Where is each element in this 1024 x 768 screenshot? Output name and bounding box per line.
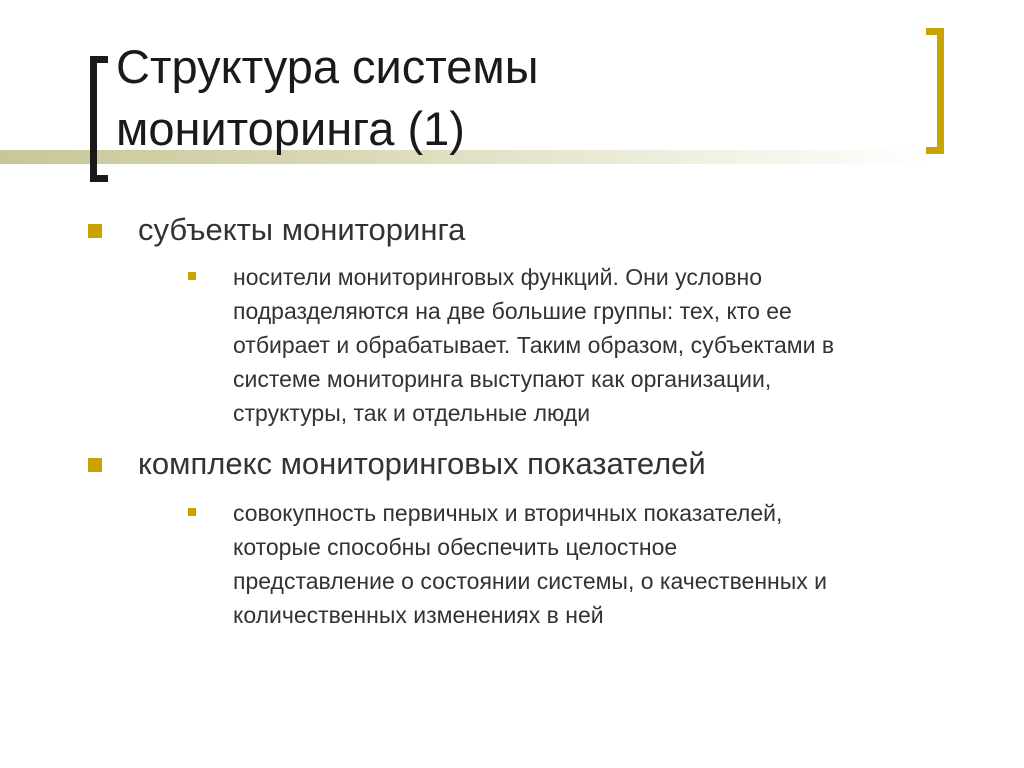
sub-bullet-text-1 — [233, 260, 988, 430]
bullet-text-1: субъекты мониторинга — [138, 212, 466, 247]
sub-bullet-1-line-4: системе мониторинга выступают как организации, — [233, 366, 772, 392]
slide-title — [116, 36, 906, 160]
sub-bullet-2-line-4: количественных изменениях в ней — [233, 602, 604, 628]
square-bullet-icon — [88, 458, 102, 472]
left-bracket-decoration — [90, 56, 108, 182]
sub-bullet-1-line-1: носители мониторинговых функций. Они условно — [233, 264, 763, 290]
sub-bullet-1-line-2: подразделяются на две большие группы: тех, кто ее — [233, 298, 792, 324]
square-bullet-icon — [88, 224, 102, 238]
small-square-bullet-icon — [188, 272, 196, 280]
sub-bullet-2-line-3: представление о состоянии системы, о качественных и — [233, 568, 828, 594]
bullet-text-2: комплекс мониторинговых показателей — [138, 446, 706, 481]
slide-title-line-1: Структура системы — [116, 40, 539, 93]
right-bracket-decoration — [926, 28, 944, 154]
sub-bullet-1-line-3: отбирает и обрабатывает. Таким образом, субъектами в — [233, 332, 835, 358]
small-square-bullet-icon — [188, 508, 196, 516]
sub-bullet-2-line-2: которые способны обеспечить целостное — [233, 534, 678, 560]
sub-bullet-1-line-5: структуры, так и отдельные люди — [233, 400, 591, 426]
slide-title-line-2: мониторинга (1) — [116, 102, 465, 155]
sub-bullet-2-line-1: совокупность первичных и вторичных показателей, — [233, 500, 783, 526]
sub-bullet-text-2 — [233, 496, 988, 632]
